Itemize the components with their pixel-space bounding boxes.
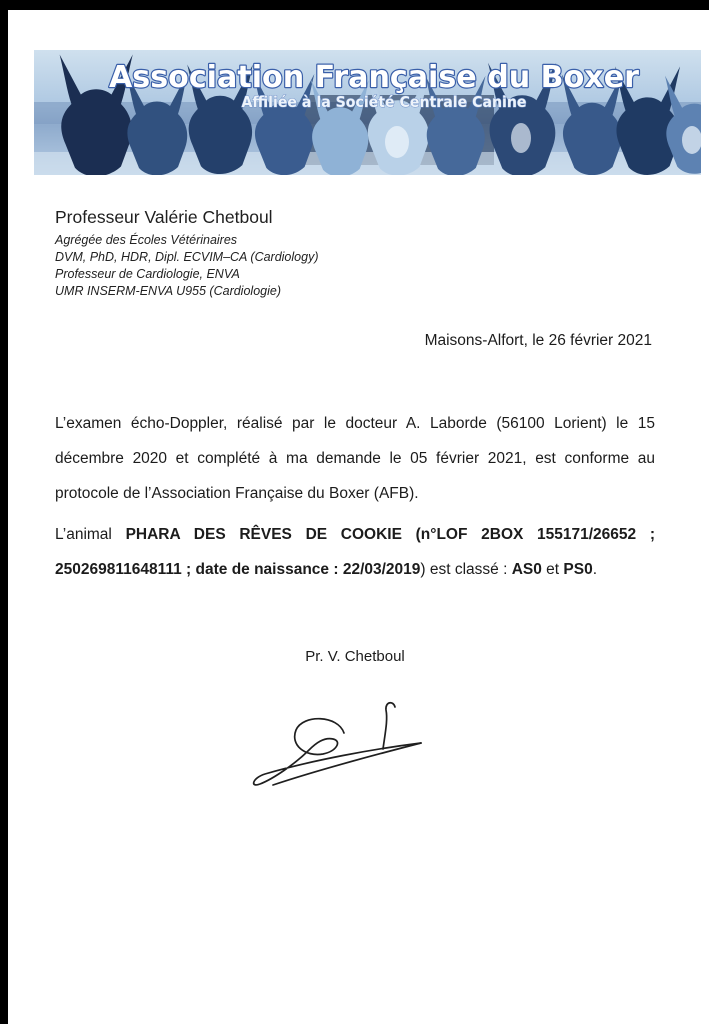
place-and-date: Maisons-Alfort, le 26 février 2021	[424, 332, 652, 349]
white-blaze	[385, 126, 409, 158]
scan-edge-left	[0, 0, 8, 1024]
sender-credential: DVM, PhD, HDR, Dipl. ECVIM–CA (Cardiology)	[55, 250, 319, 264]
classification-as: AS0	[511, 561, 542, 578]
classification-et: et	[541, 561, 564, 578]
animal-lead: L’animal	[55, 526, 126, 543]
signer-name: Pr. V. Chetboul	[305, 648, 405, 665]
animal-identity: PHARA DES RÊVES DE COOKIE (n°LOF 2BOX 155171/26652 ; 250269811648111 ; date de naissance : 22/03/2019	[55, 526, 655, 578]
boxer-dogs-collage	[34, 50, 701, 175]
sender-credential: UMR INSERM-ENVA U955 (Cardiologie)	[55, 284, 281, 298]
classification-ps: PS0	[563, 561, 593, 578]
classification-lead: ) est classé :	[420, 561, 512, 578]
paragraph-animal	[55, 517, 655, 587]
banner-title: Association Française du Boxer	[109, 60, 640, 95]
sender-credential: Agrégée des Écoles Vétérinaires	[55, 233, 238, 247]
sentence-period: .	[592, 561, 598, 578]
banner-subtitle: Affiliée à la Société Centrale Canine	[241, 93, 527, 111]
sender-name: Professeur Valérie Chetboul	[55, 207, 273, 227]
white-blaze	[511, 123, 531, 153]
letter-body	[55, 406, 655, 587]
paragraph-exam: L’examen écho-Doppler, réalisé par le docteur A. Laborde (56100 Lorient) le 15 décembre 2020 et complété à ma demande le 05 février 2021, est conforme au protocole de l’Association Française du Boxer (AFB).	[55, 415, 655, 502]
sender-credential: Professeur de Cardiologie, ENVA	[55, 267, 240, 281]
sender-block	[55, 207, 318, 300]
handwritten-signature-icon	[243, 694, 458, 794]
association-banner	[34, 50, 701, 175]
scan-edge-top	[0, 0, 709, 10]
signature-scribble	[243, 694, 458, 794]
